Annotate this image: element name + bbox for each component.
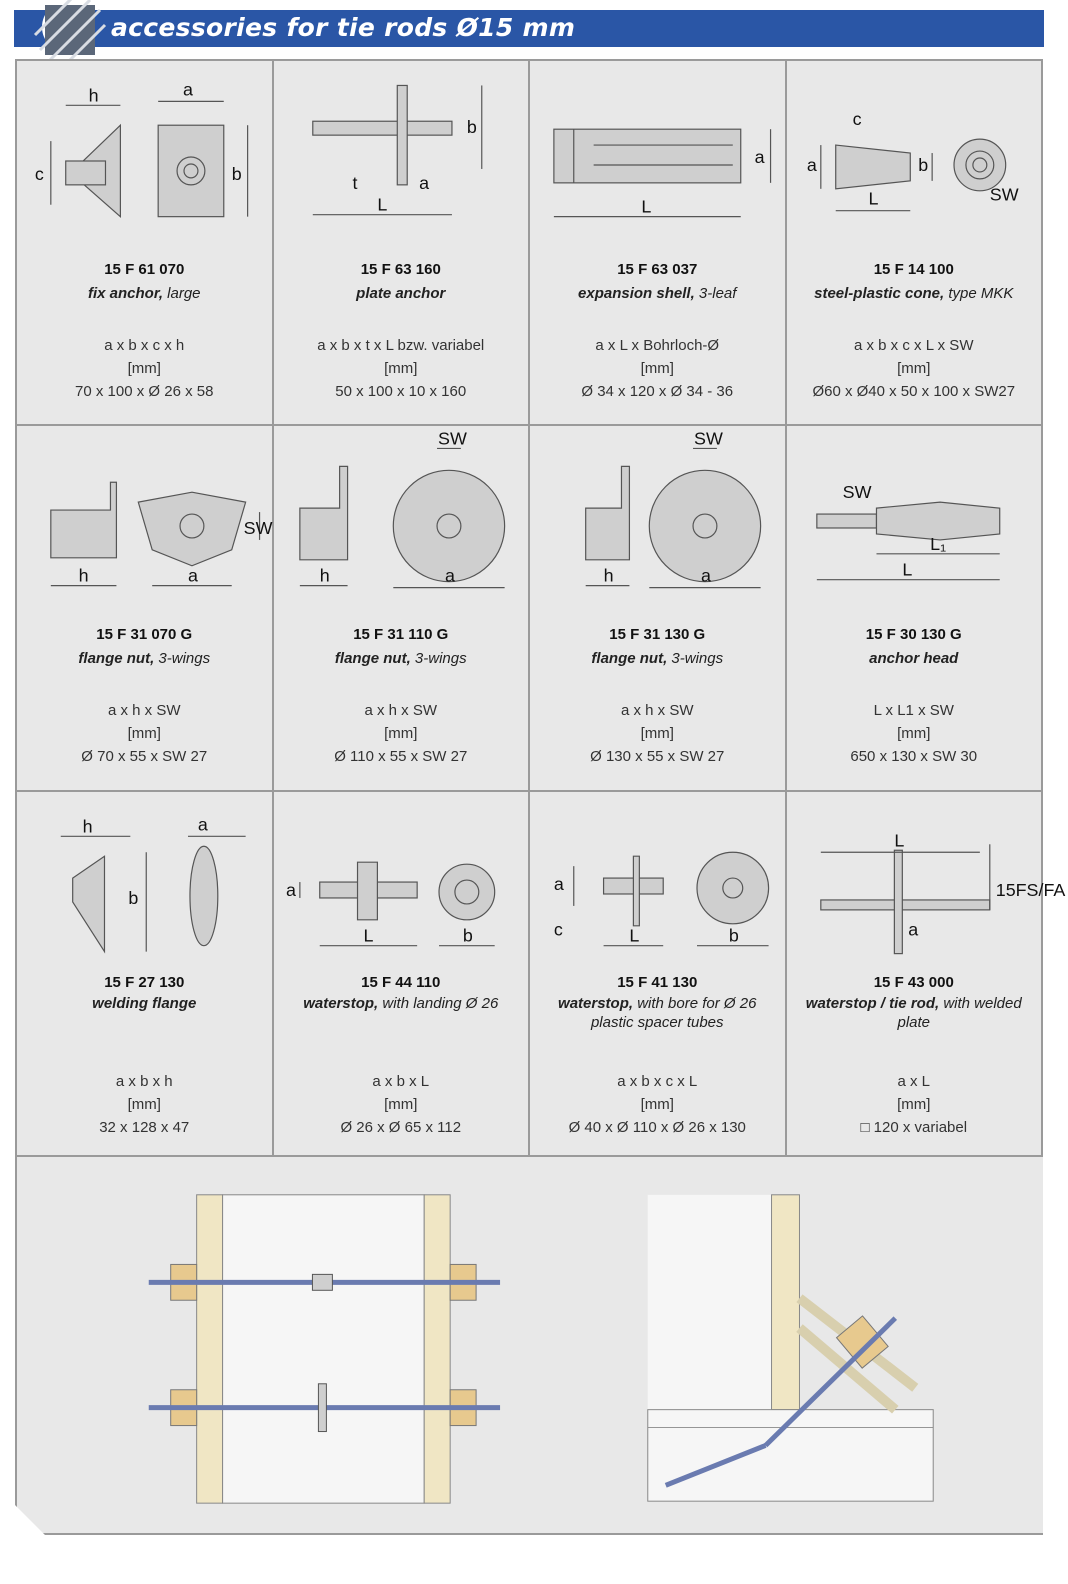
dim-label: SW — [989, 184, 1019, 205]
dims-unit: [mm] — [640, 1095, 674, 1113]
product-variant: large — [163, 285, 201, 302]
product-code: 15 F 41 130 — [617, 973, 698, 991]
product-dimensions — [274, 1070, 529, 1139]
dim-label: b — [728, 925, 739, 946]
product-card — [17, 426, 274, 791]
dim-label: h — [82, 816, 93, 837]
dims-value: Ø 26 x Ø 65 x 112 — [340, 1118, 462, 1136]
product-code: 15 F 31 070 G — [96, 626, 193, 644]
product-variant: with landing Ø 26 — [378, 994, 499, 1012]
dim-label: SW — [842, 482, 871, 503]
product-variant: 3-wings — [154, 650, 211, 668]
dim-label: a — [553, 873, 564, 894]
product-name: flange nut, — [78, 650, 155, 668]
dims-formula: a x b x t x L bzw. variabel — [317, 337, 485, 354]
product-name: waterstop, — [558, 994, 634, 1012]
expansion-shell-drawing — [534, 65, 781, 255]
slab-anchor-illustration — [648, 1195, 933, 1501]
product-description — [280, 994, 523, 1013]
product-card — [530, 61, 787, 426]
anchor-head-drawing — [791, 430, 1038, 620]
product-variant: with welded plate — [897, 994, 1022, 1031]
welding-flange-drawing — [21, 796, 268, 986]
dim-label: b — [128, 887, 139, 908]
dim-label: h — [603, 565, 614, 586]
dims-value: Ø60 x Ø40 x 50 x 100 x SW27 — [812, 383, 1016, 400]
dim-label: a — [444, 565, 455, 586]
dims-value: □ 120 x variabel — [860, 1118, 968, 1136]
dims-formula: a x L — [897, 1072, 931, 1090]
dims-value: 32 x 128 x 47 — [99, 1118, 190, 1136]
product-code: 15 F 27 130 — [104, 973, 185, 991]
product-description — [536, 994, 779, 1032]
product-code: 15 F 44 110 — [361, 973, 441, 991]
dims-value: Ø 70 x 55 x SW 27 — [81, 748, 208, 766]
dim-label: L — [629, 925, 640, 946]
product-description — [793, 994, 1036, 1032]
product-code: 15 F 63 160 — [360, 261, 441, 278]
dim-label: L₁ — [929, 534, 946, 555]
waterstop-tie-rod-drawing — [791, 796, 1065, 986]
dim-label: h — [78, 565, 89, 586]
dim-label: a — [418, 172, 429, 193]
product-code: 15 F 63 037 — [617, 261, 698, 278]
product-code: 15 F 31 110 G — [353, 626, 449, 644]
dim-label: b — [917, 154, 928, 175]
flange-nut-70-drawing — [21, 430, 273, 620]
product-card — [787, 426, 1044, 791]
product-code: 15 F 30 130 G — [865, 626, 962, 644]
product-description — [793, 649, 1036, 668]
product-code: 15 F 43 000 — [873, 973, 954, 991]
dim-label: h — [319, 565, 330, 586]
dim-label: SW — [243, 518, 273, 539]
dim-label: t — [352, 172, 358, 193]
product-name: welding flange — [92, 994, 197, 1012]
dim-label: a — [187, 565, 198, 586]
dims-formula: a x h x SW — [620, 702, 694, 720]
flange-nut-130-drawing — [534, 430, 781, 620]
product-dimensions — [787, 334, 1042, 403]
dims-unit: [mm] — [640, 360, 674, 377]
dim-label: L — [893, 829, 904, 850]
product-card — [530, 426, 787, 791]
dim-label: c — [34, 163, 44, 184]
product-dimensions — [17, 1070, 272, 1139]
brand-logo — [42, 2, 92, 52]
dim-label: SW — [694, 428, 723, 449]
dim-label: a — [907, 919, 918, 940]
product-description — [280, 649, 523, 668]
dims-formula: a x b x c x L x SW — [854, 337, 974, 354]
dim-label: 15FS/FA — [995, 879, 1065, 900]
product-description — [536, 284, 779, 303]
flange-nut-110-drawing — [278, 430, 525, 620]
dim-label: L — [362, 925, 373, 946]
product-dimensions — [530, 334, 785, 403]
dims-value: 50 x 100 x 10 x 160 — [335, 383, 467, 400]
product-grid — [15, 59, 1065, 1157]
product-variant: 3-wings — [667, 650, 724, 668]
dims-unit: [mm] — [897, 725, 931, 743]
product-variant: 3-wings — [410, 650, 467, 668]
product-description — [536, 649, 779, 668]
product-card — [17, 61, 274, 426]
dims-unit: [mm] — [897, 360, 931, 377]
dims-formula: a x b x L — [372, 1072, 430, 1090]
dims-value: Ø 130 x 55 x SW 27 — [590, 748, 725, 766]
product-name: expansion shell, — [578, 285, 695, 302]
product-card — [530, 792, 787, 1157]
product-variant: with bore for Ø 26 plastic spacer tubes — [590, 994, 757, 1031]
product-dimensions — [530, 699, 785, 768]
dim-label: b — [466, 117, 477, 138]
dims-unit: [mm] — [640, 725, 674, 743]
product-description — [793, 284, 1036, 303]
dims-formula: a x b x h — [115, 1072, 173, 1090]
product-dimensions — [787, 1070, 1042, 1139]
page-title: accessories for tie rods Ø15 mm — [111, 13, 576, 42]
product-dimensions — [17, 699, 272, 768]
dims-value: 650 x 130 x SW 30 — [850, 748, 978, 766]
product-description — [23, 994, 266, 1013]
product-code: 15 F 61 070 — [104, 261, 185, 278]
product-dimensions — [274, 334, 529, 403]
dims-formula: L x L1 x SW — [873, 702, 954, 720]
installation-illustrations — [15, 1157, 1043, 1535]
dims-value: 70 x 100 x Ø 26 x 58 — [75, 383, 214, 400]
fix-anchor-drawing — [21, 65, 268, 255]
product-card — [787, 792, 1065, 1157]
product-description — [23, 284, 266, 303]
product-code: 15 F 14 100 — [873, 261, 954, 278]
product-code: 15 F 31 130 G — [609, 626, 706, 644]
dim-label: a — [197, 814, 208, 835]
wall-tie-illustration — [149, 1195, 500, 1503]
dims-formula: a x L x Bohrloch-Ø — [595, 337, 720, 354]
page-header — [14, 10, 1044, 47]
dims-formula: a x b x c x L — [617, 1072, 698, 1090]
product-card — [787, 61, 1044, 426]
product-description — [280, 284, 523, 303]
dim-label: a — [285, 879, 296, 900]
dim-label: c — [852, 109, 862, 130]
product-name: steel-plastic cone, — [814, 285, 945, 302]
dim-label: L — [868, 188, 878, 209]
dims-value: Ø 34 x 120 x Ø 34 - 36 — [581, 383, 734, 400]
dim-label: L — [376, 194, 387, 215]
dim-label: h — [88, 85, 99, 106]
product-variant: type MKK — [944, 285, 1014, 302]
product-name: flange nut, — [334, 650, 411, 668]
dim-label: SW — [437, 428, 467, 449]
dims-unit: [mm] — [384, 360, 418, 377]
product-name: anchor head — [869, 650, 959, 668]
steel-plastic-cone-drawing — [791, 65, 1038, 255]
dims-formula: a x h x SW — [364, 702, 438, 720]
product-name: plate anchor — [356, 285, 446, 302]
product-name: waterstop, — [303, 994, 379, 1012]
dim-label: a — [806, 154, 817, 175]
waterstop-bore-drawing — [534, 796, 781, 986]
dim-label: a — [183, 79, 193, 100]
product-dimensions — [274, 699, 529, 768]
product-card — [274, 426, 531, 791]
dims-unit: [mm] — [897, 1095, 931, 1113]
dim-label: a — [700, 565, 711, 586]
dims-unit: [mm] — [127, 1095, 161, 1113]
product-card — [274, 61, 531, 426]
dims-unit: [mm] — [127, 360, 161, 377]
product-dimensions — [17, 334, 272, 403]
dim-label: b — [462, 925, 473, 946]
product-card — [17, 792, 274, 1157]
dims-formula: a x h x SW — [107, 702, 181, 720]
dim-label: a — [754, 146, 765, 167]
dims-unit: [mm] — [384, 1095, 418, 1113]
product-card — [274, 792, 531, 1157]
product-dimensions — [530, 1070, 785, 1139]
dims-value: Ø 40 x Ø 110 x Ø 26 x 130 — [568, 1118, 746, 1136]
dims-unit: [mm] — [384, 725, 418, 743]
dims-value: Ø 110 x 55 x SW 27 — [334, 748, 468, 766]
dim-label: b — [231, 163, 242, 184]
dims-unit: [mm] — [127, 725, 161, 743]
waterstop-landing-drawing — [278, 796, 525, 986]
product-dimensions — [787, 699, 1042, 768]
dim-label: c — [553, 919, 563, 940]
product-name: fix anchor, — [87, 285, 163, 302]
dim-label: L — [641, 196, 652, 217]
product-variant: 3-leaf — [694, 285, 737, 302]
dim-label: L — [901, 560, 912, 581]
product-description — [23, 649, 266, 668]
product-name: flange nut, — [591, 650, 668, 668]
dims-formula: a x b x c x h — [104, 337, 185, 354]
plate-anchor-drawing — [278, 65, 525, 255]
product-name: waterstop / tie rod, — [805, 994, 940, 1012]
